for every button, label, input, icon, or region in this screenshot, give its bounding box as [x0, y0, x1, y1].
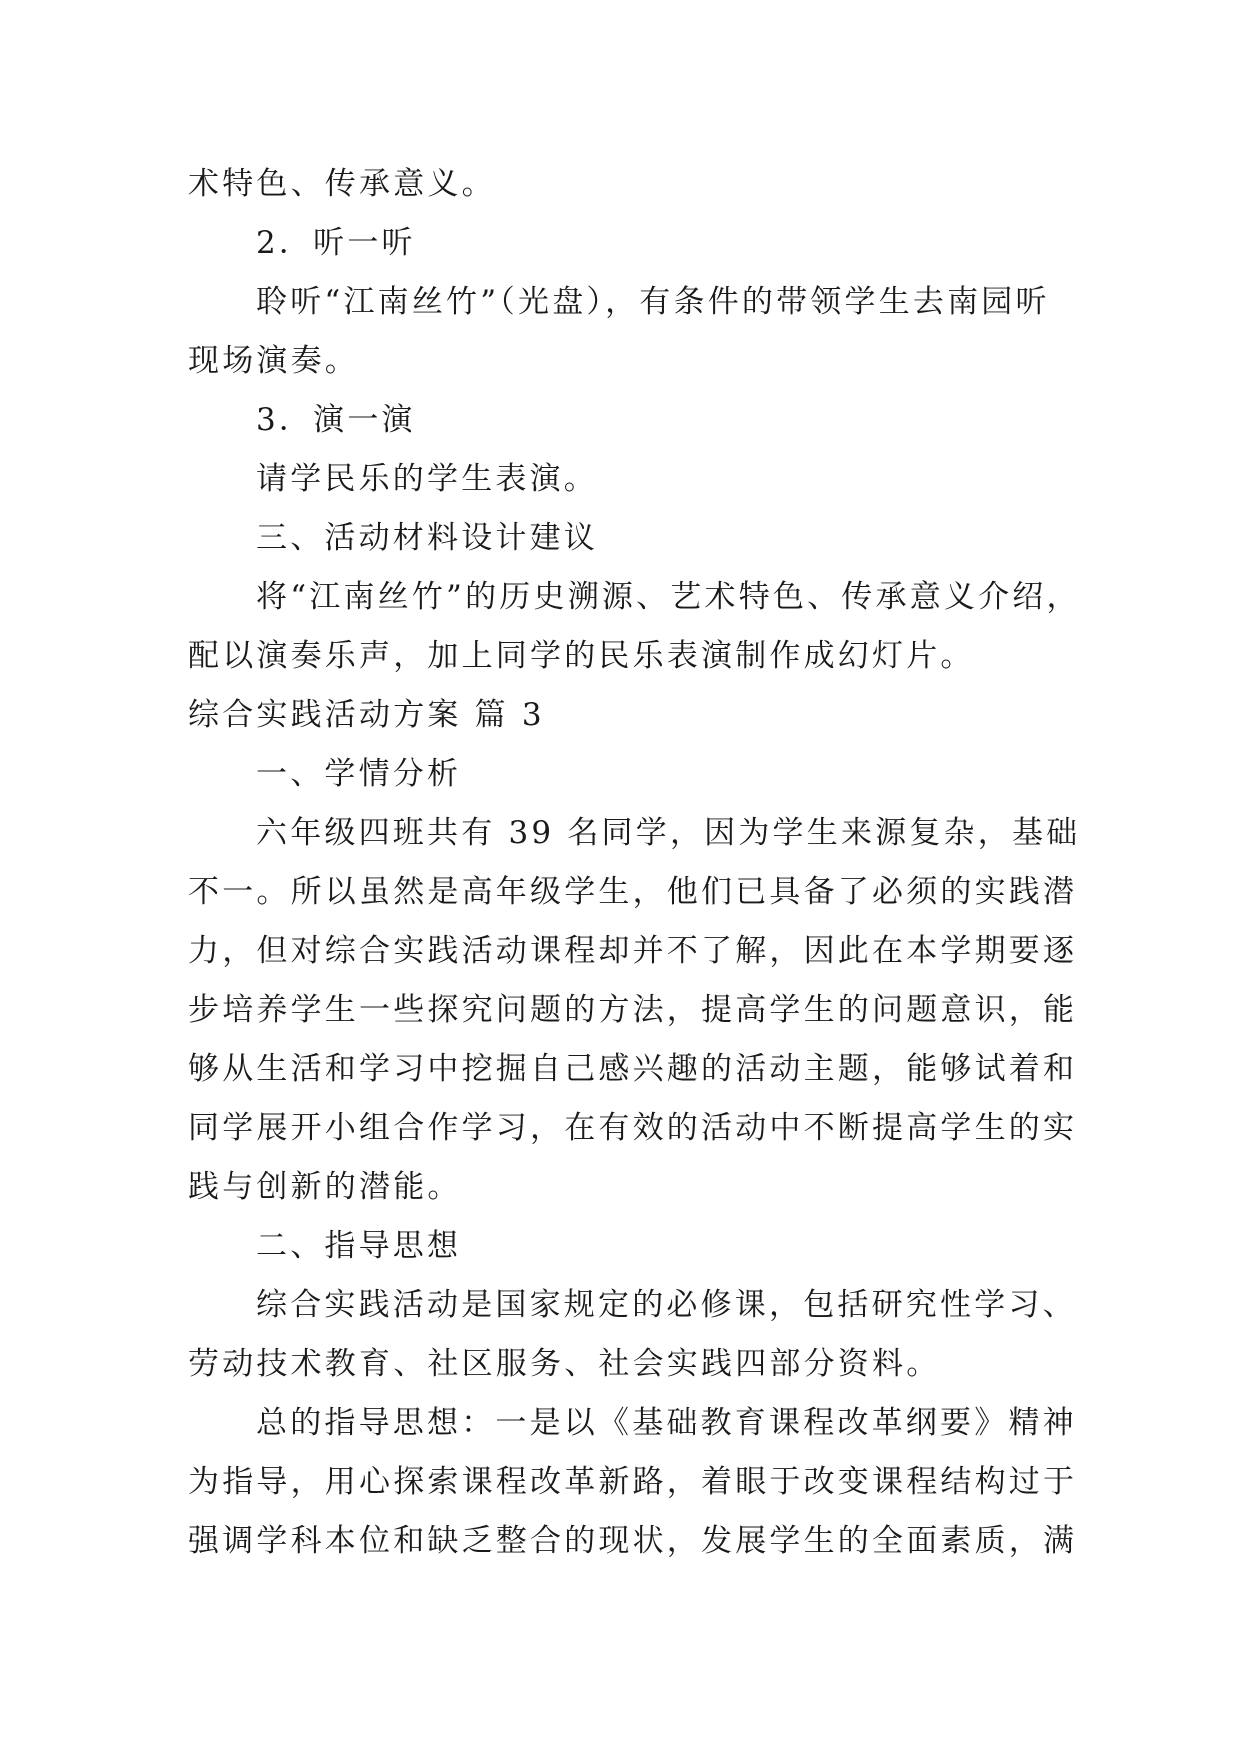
paragraph-line: 同学展开小组合作学习，在有效的活动中不断提高学生的实 — [188, 1110, 1078, 1146]
paragraph-line: 够从生活和学习中挖掘自己感兴趣的活动主题，能够试着和 — [188, 1051, 1078, 1087]
paragraph-line: 配以演奏乐声，加上同学的民乐表演制作成幻灯片。 — [188, 638, 975, 674]
paragraph-line: 践与创新的潜能。 — [188, 1169, 462, 1205]
chapter-title: 综合实践活动方案 篇 3 — [188, 697, 545, 733]
section-heading: 二、指导思想 — [256, 1228, 462, 1264]
paragraph-line: 聆听“江南丝竹”（光盘），有条件的带领学生去南园听 — [256, 284, 1050, 320]
paragraph-line: 不一。所以虽然是高年级学生，他们已具备了必须的实践潜 — [188, 874, 1078, 910]
paragraph-line: 请学民乐的学生表演。 — [256, 461, 598, 497]
section-heading: 一、学情分析 — [256, 756, 462, 792]
paragraph-line: 强调学科本位和缺乏整合的现状，发展学生的全面素质，满 — [188, 1523, 1078, 1559]
paragraph-line: 力，但对综合实践活动课程却并不了解，因此在本学期要逐 — [188, 933, 1078, 969]
section-heading: 三、活动材料设计建议 — [256, 520, 598, 556]
paragraph-line: 为指导，用心探索课程改革新路，着眼于改变课程结构过于 — [188, 1464, 1078, 1500]
paragraph-line: 术特色、传承意义。 — [188, 166, 496, 202]
paragraph-line: 步培养学生一些探究问题的方法，提高学生的问题意识，能 — [188, 992, 1078, 1028]
list-item-heading: 3．演一演 — [256, 402, 416, 438]
paragraph-line: 现场演奏。 — [188, 343, 359, 379]
paragraph-line: 总的指导思想：一是以《基础教育课程改革纲要》精神 — [256, 1405, 1077, 1441]
paragraph-line: 综合实践活动是国家规定的必修课，包括研究性学习、 — [256, 1287, 1077, 1323]
paragraph-line: 劳动技术教育、社区服务、社会实践四部分资料。 — [188, 1346, 941, 1382]
paragraph-line: 六年级四班共有 39 名同学，因为学生来源复杂，基础 — [256, 815, 1081, 851]
paragraph-line: 将“江南丝竹”的历史溯源、艺术特色、传承意义介绍， — [256, 579, 1081, 615]
list-item-heading: 2．听一听 — [256, 225, 416, 261]
